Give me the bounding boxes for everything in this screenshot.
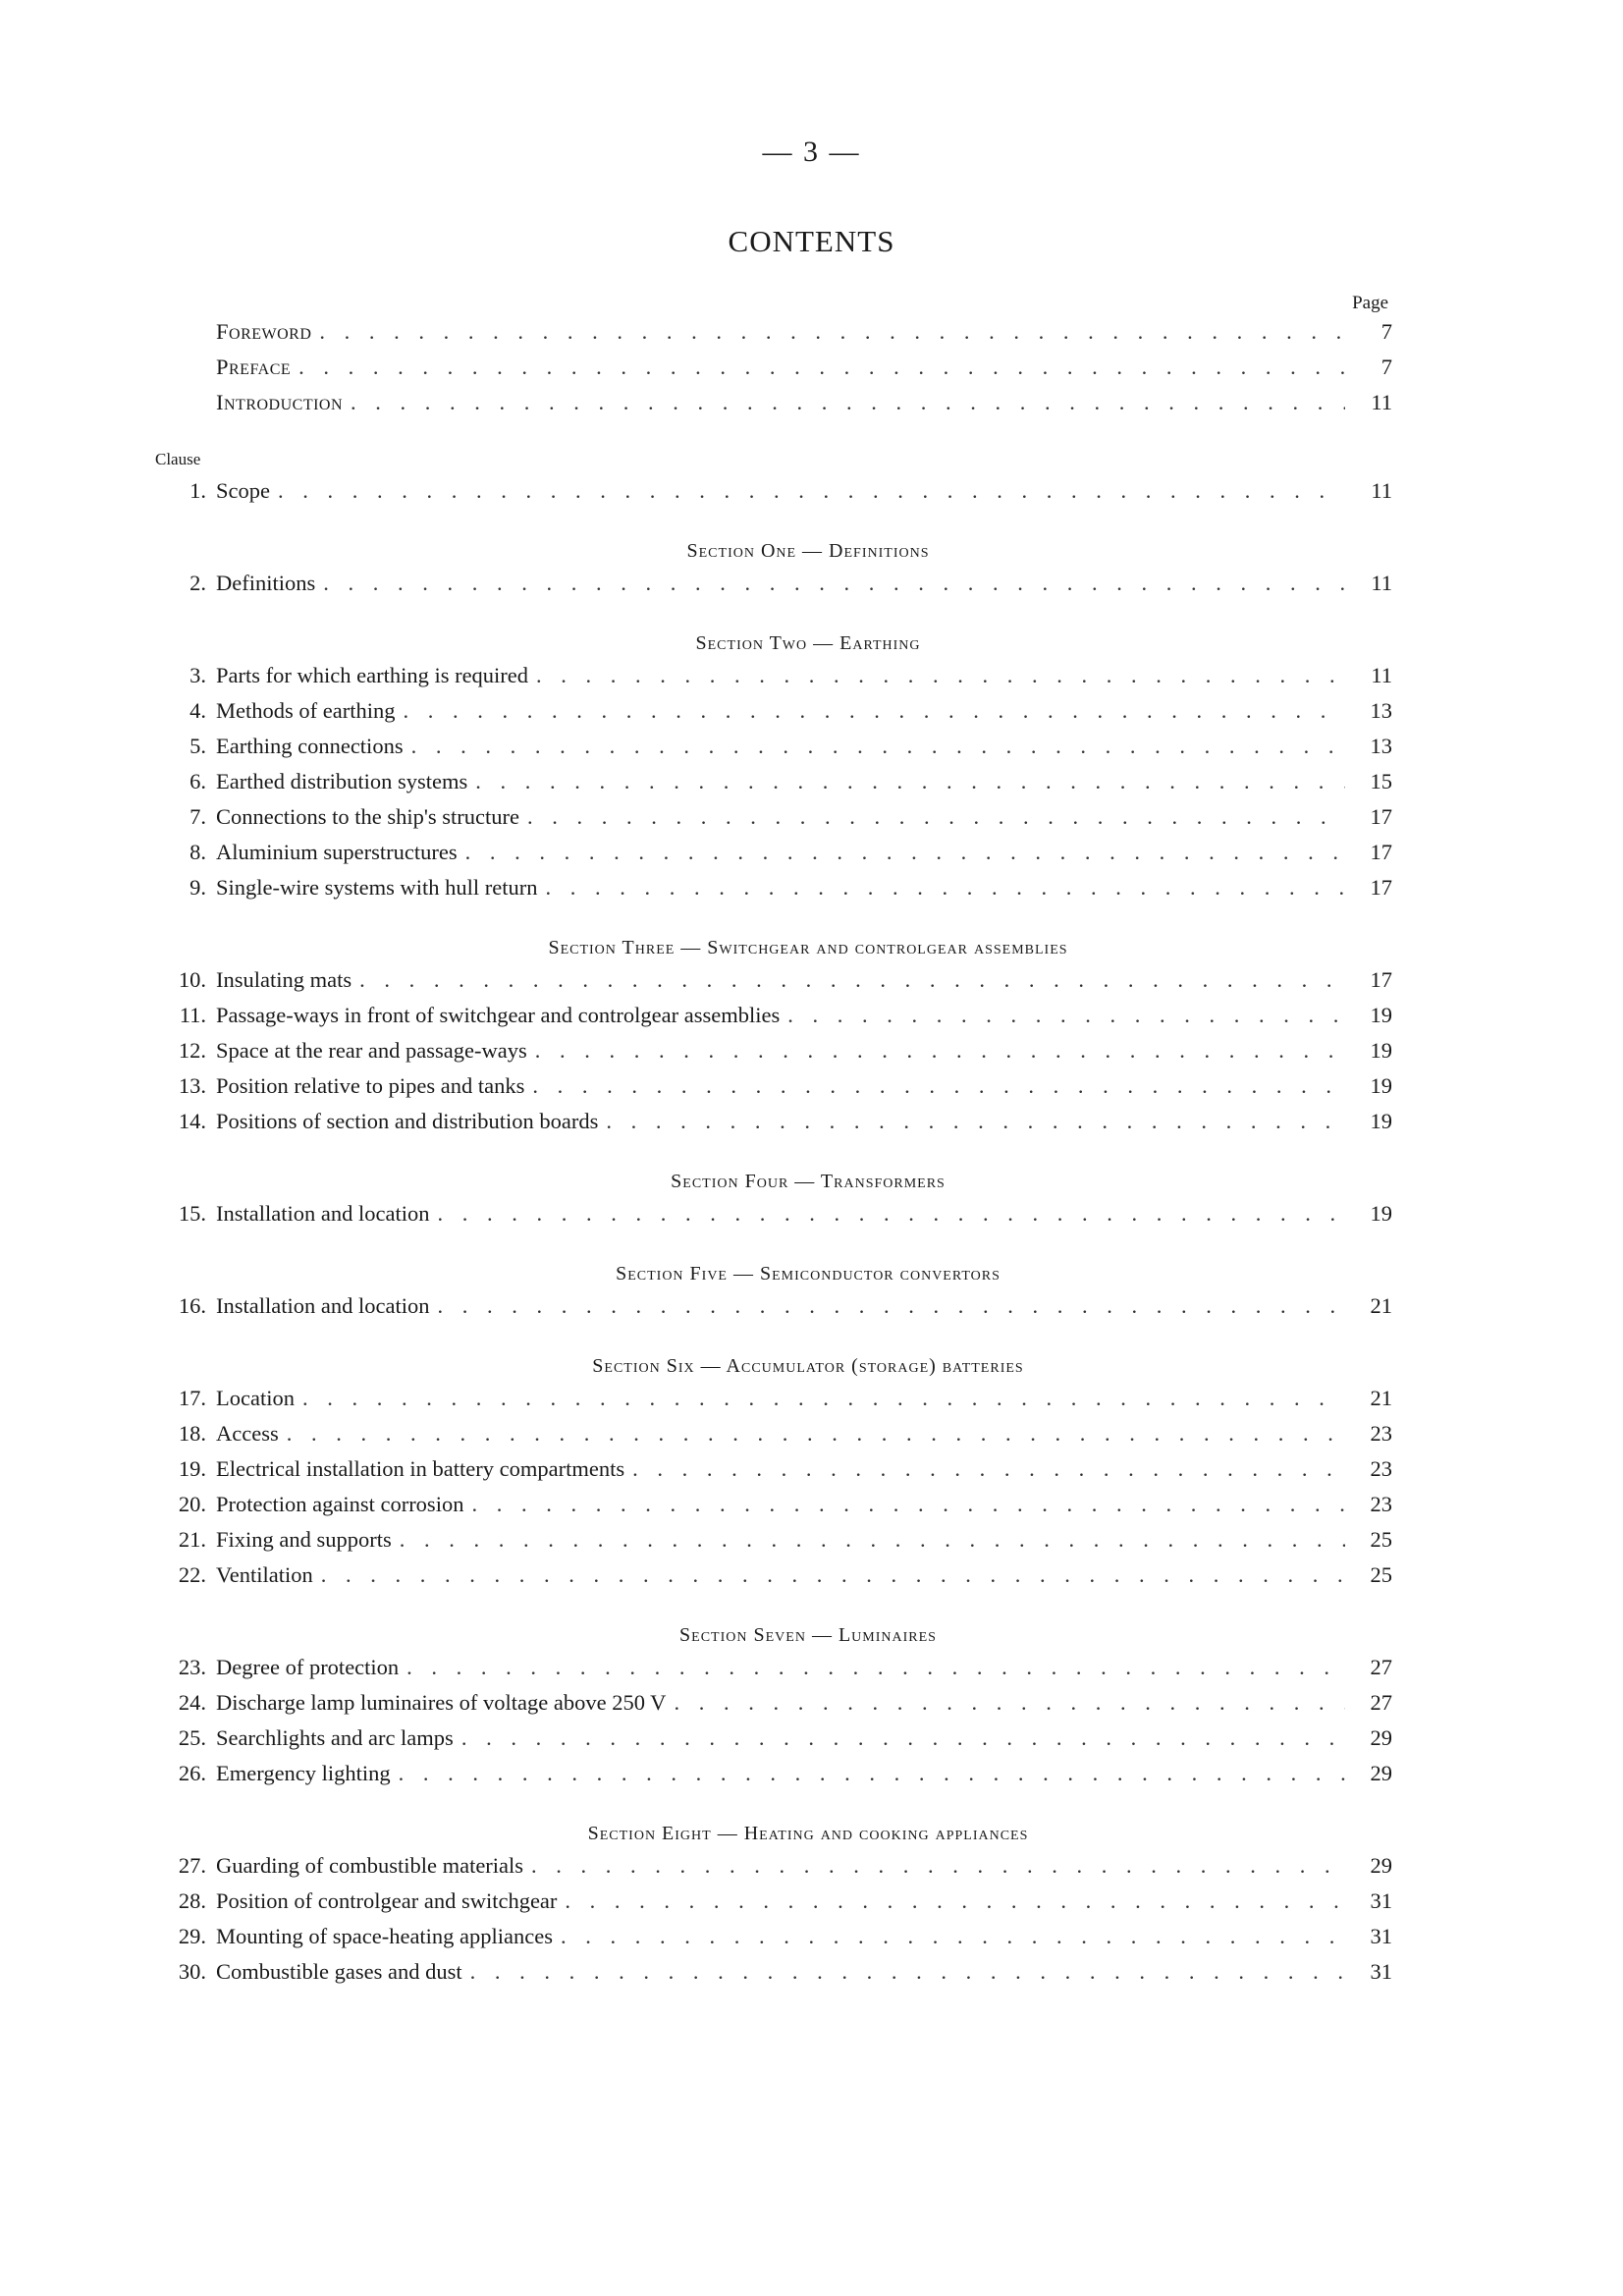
page-ref: 31 (1370, 1959, 1392, 1984)
page-ref: 23 (1370, 1492, 1392, 1516)
dot-leader (632, 1451, 1345, 1487)
page-ref: 15 (1370, 769, 1392, 793)
dot-leader (406, 1650, 1345, 1685)
dot-leader (674, 1685, 1345, 1721)
table-of-contents (155, 314, 1392, 1990)
entry-title: Passage-ways in front of switchgear and controlgear assemblies (216, 1003, 781, 1027)
dot-leader (787, 998, 1345, 1033)
dot-leader (298, 350, 1345, 385)
entry-title: Space at the rear and passage-ways (216, 1038, 527, 1063)
dot-leader (287, 1416, 1345, 1451)
toc-entry (155, 1068, 1392, 1104)
page-ref: 11 (1371, 478, 1392, 503)
toc-entry (155, 1756, 1392, 1791)
section-heading: Section Eight — Heating and cooking appliances (587, 1823, 1029, 1844)
page-ref: 19 (1370, 1038, 1392, 1063)
page-ref: 25 (1370, 1562, 1392, 1587)
clause-number: 25. (178, 1725, 206, 1750)
entry-title: Mounting of space-heating appliances (216, 1924, 554, 1948)
toc-entry (155, 1954, 1392, 1990)
toc-entry (155, 1685, 1392, 1721)
dot-leader (545, 870, 1345, 905)
entry-title: Installation and location (216, 1201, 430, 1226)
clause-number: 21. (178, 1527, 206, 1552)
dot-leader (527, 799, 1345, 835)
toc-entry (155, 799, 1392, 835)
dot-leader (319, 314, 1345, 350)
page-title: CONTENTS (728, 224, 895, 258)
clause-number: 9. (189, 875, 206, 900)
entry-title: Position relative to pipes and tanks (216, 1073, 525, 1098)
page-ref: 21 (1370, 1386, 1392, 1410)
toc-entry (155, 1381, 1392, 1416)
toc-entry (155, 1721, 1392, 1756)
clause-number: 4. (189, 698, 206, 723)
dot-leader (437, 1196, 1345, 1231)
entry-title: Installation and location (216, 1293, 430, 1318)
toc-entry (155, 1196, 1392, 1231)
toc-entry (155, 1416, 1392, 1451)
clause-number: 10. (178, 967, 206, 992)
toc-entry (155, 764, 1392, 799)
dot-leader (411, 729, 1345, 764)
clause-number: 8. (189, 840, 206, 864)
front-matter-entry (155, 350, 1392, 385)
page-ref: 11 (1371, 390, 1392, 414)
clause-number: 16. (178, 1293, 206, 1318)
clause-number: 11. (179, 1003, 206, 1027)
toc-entry (155, 998, 1392, 1033)
toc-entry (155, 1558, 1392, 1593)
clause-number: 2. (189, 571, 206, 595)
page-ref: 29 (1370, 1853, 1392, 1878)
toc-entry (155, 1650, 1392, 1685)
section-heading: Section Three — Switchgear and controlgear assemblies (548, 937, 1068, 958)
entry-title: Insulating mats (216, 967, 352, 992)
entry-title: Ventilation (216, 1562, 313, 1587)
clause-number: 14. (178, 1109, 206, 1133)
clause-number: 18. (178, 1421, 206, 1446)
toc-entry (155, 658, 1392, 693)
entry-title: Degree of protection (216, 1655, 400, 1679)
entry-title: Introduction (216, 390, 344, 414)
entry-title: Discharge lamp luminaires of voltage above 250 V (216, 1690, 667, 1715)
entry-title: Protection against corrosion (216, 1492, 464, 1516)
section-heading: Section Four — Transformers (671, 1171, 946, 1192)
front-matter-list (155, 314, 1392, 420)
dot-leader (399, 1756, 1345, 1791)
clause-number: 27. (178, 1853, 206, 1878)
clause-number: 23. (178, 1655, 206, 1679)
toc-entry-scope (155, 473, 1392, 509)
page-ref: 7 (1380, 355, 1392, 379)
front-matter-entry (155, 314, 1392, 350)
toc-entry (155, 1884, 1392, 1919)
page-ref: 19 (1370, 1109, 1392, 1133)
clause-number: 5. (189, 734, 206, 758)
entry-title: Position of controlgear and switchgear (216, 1888, 558, 1913)
clause-number: 20. (178, 1492, 206, 1516)
entry-title: Location (216, 1386, 295, 1410)
clause-title: Scope (216, 478, 270, 503)
clause-number: 15. (178, 1201, 206, 1226)
page-ref: 11 (1371, 663, 1392, 687)
dot-leader (475, 764, 1345, 799)
entry-title: Connections to the ship's structure (216, 804, 520, 829)
entry-title: Preface (216, 355, 292, 379)
entry-title: Single-wire systems with hull return (216, 875, 538, 900)
entry-title: Parts for which earthing is required (216, 663, 529, 687)
dot-leader (323, 566, 1345, 601)
toc-entry (155, 1848, 1392, 1884)
entry-title: Access (216, 1421, 279, 1446)
clause-number: 22. (178, 1562, 206, 1587)
entry-title: Earthed distribution systems (216, 769, 468, 793)
dot-leader (302, 1381, 1345, 1416)
toc-entry (155, 1487, 1392, 1522)
toc-entry (155, 870, 1392, 905)
page-ref: 29 (1370, 1761, 1392, 1785)
front-matter-entry (155, 385, 1392, 420)
clause-number: 1. (189, 478, 206, 503)
page-ref: 13 (1370, 698, 1392, 723)
toc-entry (155, 693, 1392, 729)
entry-title: Combustible gases and dust (216, 1959, 462, 1984)
page-number: — 3 — (762, 136, 861, 168)
dot-leader (606, 1104, 1345, 1139)
clause-number: 7. (189, 804, 206, 829)
page-ref: 31 (1370, 1924, 1392, 1948)
clause-number: 12. (178, 1038, 206, 1063)
dot-leader (565, 1884, 1345, 1919)
page-ref: 19 (1370, 1073, 1392, 1098)
page-ref: 27 (1370, 1655, 1392, 1679)
entry-title: Methods of earthing (216, 698, 396, 723)
toc-entry (155, 1522, 1392, 1558)
section-heading: Section Seven — Luminaires (679, 1624, 937, 1646)
dot-leader (461, 1721, 1345, 1756)
section-heading: Section Five — Semiconductor convertors (616, 1263, 1001, 1285)
toc-entry (155, 566, 1392, 601)
dot-leader (351, 385, 1345, 420)
toc-entry (155, 962, 1392, 998)
entry-title: Searchlights and arc lamps (216, 1725, 454, 1750)
entry-title: Earthing connections (216, 734, 404, 758)
page-ref: 17 (1370, 804, 1392, 829)
clause-column-label: Clause (155, 450, 201, 468)
toc-entry (155, 1033, 1392, 1068)
page-ref: 27 (1370, 1690, 1392, 1715)
toc-entry (155, 1451, 1392, 1487)
clause-number: 13. (178, 1073, 206, 1098)
section-heading: Section One — Definitions (686, 540, 930, 562)
clause-number: 19. (178, 1456, 206, 1481)
clause-number: 24. (178, 1690, 206, 1715)
page-ref: 23 (1370, 1421, 1392, 1446)
page-ref: 23 (1370, 1456, 1392, 1481)
section-heading: Section Two — Earthing (695, 632, 921, 654)
page-ref: 17 (1370, 967, 1392, 992)
page-ref: 25 (1370, 1527, 1392, 1552)
dot-leader (535, 1033, 1345, 1068)
clause-number: 17. (178, 1386, 206, 1410)
toc-entry (155, 1288, 1392, 1324)
dot-leader (359, 962, 1345, 998)
entry-title: Guarding of combustible materials (216, 1853, 524, 1878)
page-ref: 11 (1371, 571, 1392, 595)
dot-leader (437, 1288, 1345, 1324)
sections-list (155, 536, 1392, 1990)
dot-leader (536, 658, 1345, 693)
page-ref: 19 (1370, 1201, 1392, 1226)
entry-title: Fixing and supports (216, 1527, 392, 1552)
toc-entry (155, 1104, 1392, 1139)
dot-leader (470, 1954, 1345, 1990)
dot-leader (403, 693, 1345, 729)
entry-title: Aluminium superstructures (216, 840, 458, 864)
entry-title: Foreword (216, 319, 312, 344)
dot-leader (465, 835, 1345, 870)
clause-number: 28. (178, 1888, 206, 1913)
section-heading: Section Six — Accumulator (storage) batteries (592, 1355, 1024, 1377)
clause-number: 3. (189, 663, 206, 687)
dot-leader (278, 473, 1345, 509)
dot-leader (400, 1522, 1345, 1558)
clause-number: 29. (178, 1924, 206, 1948)
page-ref: 19 (1370, 1003, 1392, 1027)
dot-leader (531, 1848, 1345, 1884)
entry-title: Positions of section and distribution boards (216, 1109, 599, 1133)
entry-title: Emergency lighting (216, 1761, 391, 1785)
page-ref: 21 (1370, 1293, 1392, 1318)
page-ref: 31 (1370, 1888, 1392, 1913)
clause-number: 26. (178, 1761, 206, 1785)
entry-title: Definitions (216, 571, 316, 595)
dot-leader (561, 1919, 1345, 1954)
page-ref: 7 (1380, 319, 1392, 344)
clause-number: 6. (189, 769, 206, 793)
page-column-label: Page (1352, 293, 1388, 313)
dot-leader (321, 1558, 1345, 1593)
toc-entry (155, 729, 1392, 764)
page-ref: 17 (1370, 875, 1392, 900)
entry-title: Electrical installation in battery compartments (216, 1456, 625, 1481)
dot-leader (471, 1487, 1345, 1522)
page-ref: 29 (1370, 1725, 1392, 1750)
toc-entry (155, 1919, 1392, 1954)
page-ref: 17 (1370, 840, 1392, 864)
dot-leader (532, 1068, 1345, 1104)
page-ref: 13 (1370, 734, 1392, 758)
toc-entry (155, 835, 1392, 870)
clause-number: 30. (178, 1959, 206, 1984)
